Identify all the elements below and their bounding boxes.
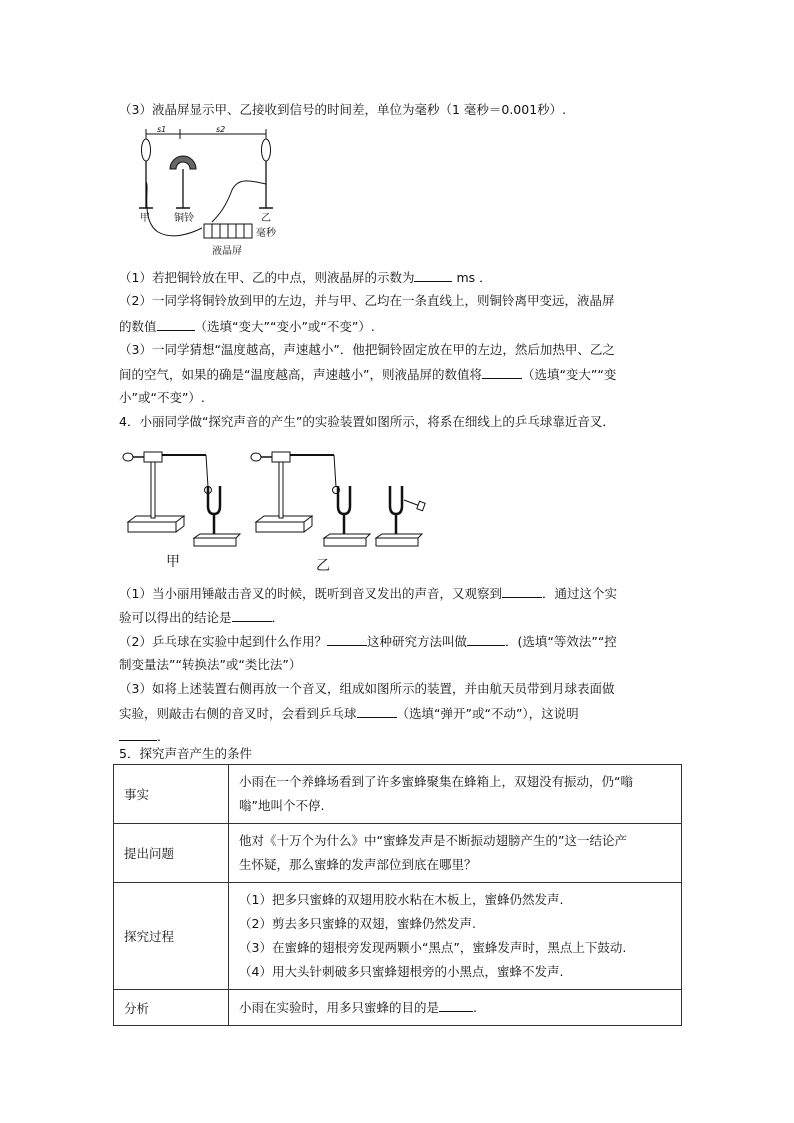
mic-yi-icon — [262, 139, 271, 161]
q4-sub1-line1: （1）当小丽用锤敲击音叉的时候，既听到音叉发出的声音，又观察到 ．通过这个实 — [119, 586, 617, 601]
row-key: 探究过程 — [114, 883, 229, 990]
knob-icon — [123, 453, 133, 461]
row-value: 小雨在实验时，用多只蜜蜂的目的是 . — [229, 990, 682, 1026]
table-row — [114, 990, 682, 1026]
setup-jia — [123, 452, 240, 570]
q3-sub3-line2: 间的空气，如果的确是“温度越高，声速越小”，则液晶屏的数值将 （选填“变大”“变 — [119, 367, 617, 382]
label-ms: 毫秒 — [256, 228, 276, 239]
q3-sub3-line3: 小”或“不变”）. — [119, 390, 205, 405]
q4-sub2-line1: （2）乒乓球在实验中起到什么作用？ 这种研究方法叫做 ．(选填“等效法”“控 — [119, 634, 617, 649]
q5-table — [113, 764, 682, 1026]
bell-icon — [170, 156, 196, 169]
answer-blank[interactable] — [357, 704, 397, 718]
tuning-fork-icon — [338, 486, 350, 534]
answer-blank[interactable] — [119, 727, 157, 741]
q4-sub1-line2: 验可以得出的结论是 ． — [119, 610, 285, 625]
answer-blank[interactable] — [502, 584, 542, 598]
q4-intro: 4．小丽同学做“探究声音的产生”的实验装置如图所示，将系在细线上的乒乓球靠近音叉． — [119, 414, 615, 429]
row-value: 他对《十万个为什么》中“蜜蜂发声是不断振动翅膀产生的”这一结论产 生怀疑，那么蜜蜂的发声部位到底在哪里？ — [229, 824, 682, 883]
setup-yi — [251, 452, 425, 574]
row-key: 事实 — [114, 765, 229, 824]
q4-sub2-line2: 制变量法”“转换法”或“类比法”） — [119, 657, 302, 672]
s1-label: s1 — [157, 125, 167, 134]
label-yi: 乙 — [261, 213, 271, 224]
mic-jia-icon — [142, 139, 151, 161]
q4-sub3-line1: （3）如将上述装置右侧再放一个音叉，组成如图所示的装置，并由航天员带到月球表面做 — [119, 681, 615, 696]
q4-sub3-line2: 实验，则敲击右侧的音叉时，会看到乒乓球 （选填“弹开”或“不动”），这说明 — [119, 706, 579, 721]
answer-blank[interactable] — [467, 632, 505, 646]
q4-sub3-line3: ． — [119, 727, 170, 746]
q5-title: 5．探究声音产生的条件 — [119, 746, 252, 761]
answer-blank[interactable] — [157, 317, 195, 331]
table-row — [114, 765, 682, 824]
q3-sub1: （1）若把铜铃放在甲、乙的中点，则液晶屏的示数为 ms ． — [119, 270, 492, 285]
tuning-fork-icon — [390, 486, 402, 534]
q3-sub2-line1: （2）一同学将铜铃放到甲的左边，并与甲、乙均在一条直线上，则铜铃离甲变远，液晶屏 — [119, 293, 615, 308]
q4-figure — [120, 440, 440, 576]
label-yi: 乙 — [316, 558, 330, 574]
q3-sub3-line1: （3）一同学猜想“温度越高，声速越小”．他把铜铃固定放在甲的左边，然后加热甲、乙之 — [119, 342, 615, 357]
q3-intro: （3）液晶屏显示甲、乙接收到信号的时间差，单位为毫秒（1 毫秒＝0.001秒）. — [119, 102, 567, 117]
answer-blank[interactable] — [327, 632, 367, 646]
knob-icon — [251, 453, 261, 461]
q3-figure — [128, 124, 288, 260]
row-value: 小雨在一个养蜂场看到了许多蜜蜂聚集在蜂箱上，双翅没有振动，仍“嗡 嗡”地叫个不停. — [229, 765, 682, 824]
label-jia: 甲 — [140, 213, 150, 224]
hammer-icon — [417, 501, 425, 511]
q3-sub2-line2: 的数值 （选填“变大”“变小”或“不变”）. — [119, 319, 375, 334]
answer-blank[interactable] — [482, 365, 522, 379]
answer-blank[interactable] — [414, 268, 452, 282]
answer-blank[interactable] — [232, 608, 272, 622]
label-jia: 甲 — [166, 554, 180, 570]
s2-label: s2 — [216, 125, 226, 134]
table-row — [114, 824, 682, 883]
row-value: （1）把多只蜜蜂的双翅用胶水粘在木板上，蜜蜂仍然发声. （2）剪去多只蜜蜂的双翅，蜜蜂仍然发声. （3）在蜜蜂的翅根旁发现两颗小“黑点”，蜜蜂发声时，黑点上下鼓动. （4）用大头针刺破多只蜜蜂翅根旁的小黑点，蜜蜂不发声. — [229, 883, 682, 990]
answer-blank[interactable] — [439, 998, 473, 1012]
row-key: 分析 — [114, 990, 229, 1026]
label-bell: 铜铃 — [174, 213, 194, 224]
table-row — [114, 883, 682, 990]
row-key: 提出问题 — [114, 824, 229, 883]
label-screen: 液晶屏 — [212, 246, 242, 257]
